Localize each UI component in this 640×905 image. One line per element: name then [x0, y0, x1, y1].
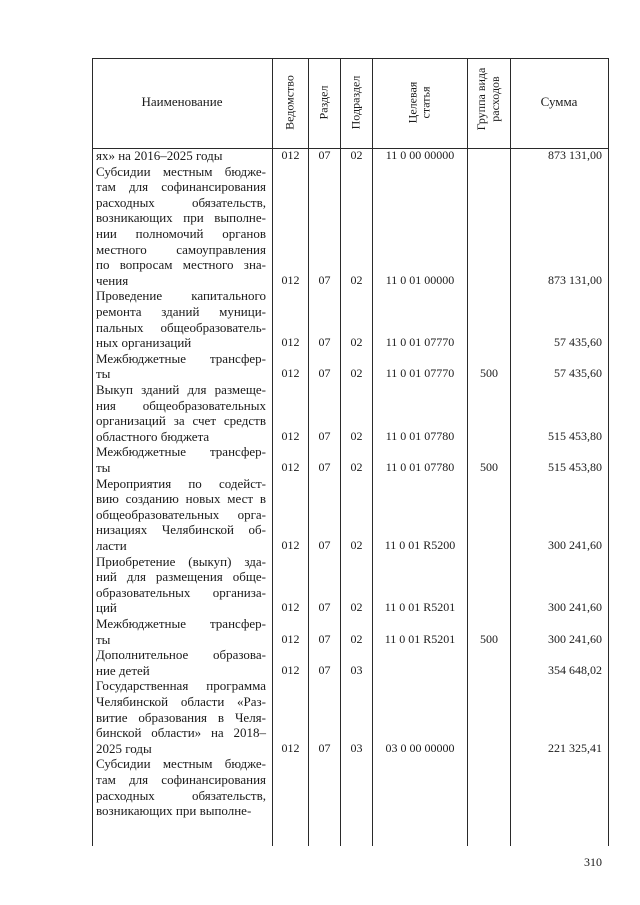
row-description	[96, 351, 266, 382]
col-divider-5	[467, 58, 468, 846]
row-description-line: расходных обязательств,	[96, 194, 266, 210]
row-description	[96, 616, 266, 647]
row-description-line: Приобретение (выкуп) зда-	[96, 553, 266, 569]
col-divider-1	[272, 58, 273, 846]
row-description	[96, 164, 266, 289]
row-description	[96, 647, 266, 678]
row-description-line: ний для размещения обще-	[96, 569, 266, 585]
cell-razdel: 07	[318, 460, 331, 474]
cell-podrazdel: 02	[350, 600, 363, 615]
page-number: 310	[584, 855, 602, 869]
cell-razdel: 07	[318, 740, 331, 755]
row-description-line: 2025 годы	[96, 740, 152, 756]
row-description	[96, 756, 266, 818]
row-description-line: там для софинансирования	[96, 771, 266, 787]
cell-vedomstvo: 012	[281, 631, 300, 646]
row-description-line: чения	[96, 272, 129, 288]
cell-summa: 300 241,60	[548, 538, 602, 552]
cell-celevaya: 11 0 01 R5201	[384, 631, 456, 646]
row-description-line: пальных общеобразователь-	[96, 319, 266, 335]
row-description	[96, 554, 266, 616]
row-description-line: организаций за счет средств	[96, 413, 266, 429]
cell-vedomstvo: 012	[281, 538, 300, 552]
row-description-line: Государственная программа	[96, 678, 266, 694]
cell-vedomstvo: 012	[281, 662, 300, 677]
row-description-line: Проведение капитального	[96, 288, 266, 304]
cell-razdel: 07	[318, 600, 331, 615]
row-description-line: областного бюджета	[96, 428, 210, 444]
header-gruppa: Группа вида расходов	[474, 67, 502, 131]
row-description-line: витие образования в Челя-	[96, 709, 266, 725]
row-description-line: Субсидии местным бюдже-	[96, 163, 266, 179]
cell-celevaya: 11 0 01 00000	[385, 272, 455, 287]
cell-podrazdel: 03	[350, 662, 363, 677]
cell-vedomstvo: 012	[281, 600, 300, 615]
cell-celevaya: 11 0 01 07770	[385, 335, 455, 350]
cell-podrazdel: 02	[350, 460, 363, 474]
cell-celevaya: 11 0 01 R5200	[384, 538, 456, 552]
row-description-line: расходных обязательств,	[96, 787, 266, 803]
header-summa: Сумма	[540, 94, 578, 109]
cell-gruppa: 500	[480, 460, 498, 474]
header-razdel: Раздел	[316, 85, 331, 120]
row-description-line: по вопросам местного зна-	[96, 257, 266, 273]
cell-celevaya: 11 0 01 07780	[385, 428, 455, 443]
row-description-line: возникающих при выполне-	[96, 210, 266, 226]
row-description-line: ласти	[96, 537, 127, 553]
row-description-line: низациях Челябинской об-	[96, 522, 266, 538]
row-description-line: бинской области» на 2018–	[96, 725, 266, 741]
cell-summa: 354 648,02	[548, 662, 602, 677]
row-description-line: местного самоуправления	[96, 241, 266, 257]
row-description-line: Выкуп зданий для размеще-	[96, 382, 266, 397]
header-celevaya: Целевая статья	[405, 81, 433, 124]
cell-razdel: 07	[318, 148, 331, 162]
col-divider-3	[340, 58, 341, 846]
row-description-line: ных организаций	[96, 335, 192, 351]
cell-summa: 57 435,60	[554, 366, 602, 381]
row-description-line: ремонта зданий муници-	[96, 303, 266, 319]
cell-summa: 57 435,60	[554, 335, 602, 350]
cell-podrazdel: 02	[350, 366, 363, 381]
row-description-line: Дополнительное образова-	[96, 647, 266, 663]
cell-celevaya: 11 0 00 00000	[385, 148, 455, 162]
row-description-line: вию созданию новых мест в	[96, 491, 266, 507]
row-description-line: ты	[96, 366, 111, 382]
cell-celevaya: 11 0 01 07770	[385, 366, 455, 381]
table-top-border	[92, 58, 609, 59]
cell-summa: 221 325,41	[548, 740, 602, 755]
row-description	[96, 476, 266, 554]
cell-vedomstvo: 012	[281, 272, 300, 287]
row-description-line: Межбюджетные трансфер-	[96, 444, 266, 460]
cell-vedomstvo: 012	[281, 428, 300, 443]
row-description-line: ния общеобразовательных	[96, 397, 266, 413]
row-description	[96, 678, 266, 756]
cell-vedomstvo: 012	[281, 366, 300, 381]
row-description-line: Субсидии местным бюдже-	[96, 756, 266, 772]
row-description-line: нии полномочий органов	[96, 225, 266, 241]
cell-podrazdel: 02	[350, 538, 363, 552]
cell-summa: 515 453,80	[548, 428, 602, 443]
cell-summa: 873 131,00	[548, 148, 602, 162]
row-description-line: ние детей	[96, 662, 150, 678]
cell-razdel: 07	[318, 272, 331, 287]
cell-podrazdel: 02	[350, 272, 363, 287]
header-podrazdel: Подраздел	[348, 75, 363, 130]
row-description	[96, 382, 266, 444]
cell-podrazdel: 02	[350, 428, 363, 443]
row-description-line: образовательных организа-	[96, 584, 266, 600]
row-description	[96, 444, 266, 475]
row-description-line: ты	[96, 459, 111, 475]
row-description-line: там для софинансирования	[96, 179, 266, 195]
col-divider-2	[308, 58, 309, 846]
cell-gruppa: 500	[480, 366, 498, 381]
cell-celevaya: 03 0 00 00000	[385, 740, 455, 755]
row-description	[96, 288, 266, 350]
row-description	[96, 148, 266, 164]
cell-podrazdel: 02	[350, 335, 363, 350]
cell-razdel: 07	[318, 538, 331, 552]
cell-vedomstvo: 012	[281, 148, 300, 162]
cell-celevaya: 11 0 01 07780	[385, 460, 455, 474]
cell-vedomstvo: 012	[281, 335, 300, 350]
cell-vedomstvo: 012	[281, 740, 300, 755]
cell-summa: 515 453,80	[548, 460, 602, 474]
cell-razdel: 07	[318, 335, 331, 350]
cell-razdel: 07	[318, 428, 331, 443]
cell-razdel: 07	[318, 366, 331, 381]
col-divider-6	[510, 58, 511, 846]
row-description-line: Межбюджетные трансфер-	[96, 350, 266, 366]
row-description-line: ты	[96, 631, 111, 647]
cell-podrazdel: 02	[350, 148, 363, 162]
cell-podrazdel: 03	[350, 740, 363, 755]
header-name: Наименование	[141, 94, 223, 109]
col-divider-4	[372, 58, 373, 846]
row-description-line: ций	[96, 600, 117, 616]
row-description-line: Челябинской области «Раз-	[96, 693, 266, 709]
row-description-line: возникающих при выполне-	[96, 803, 252, 819]
row-description-line: Мероприятия по содейст-	[96, 475, 266, 491]
cell-razdel: 07	[318, 662, 331, 677]
row-description-line: общеобразовательных орга-	[96, 506, 266, 522]
cell-summa: 300 241,60	[548, 631, 602, 646]
header-vedomstvo: Ведомство	[282, 75, 297, 130]
cell-gruppa: 500	[480, 631, 498, 646]
table-left-border	[92, 58, 93, 846]
row-description-line: Межбюджетные трансфер-	[96, 616, 266, 631]
cell-podrazdel: 02	[350, 631, 363, 646]
cell-summa: 873 131,00	[548, 272, 602, 287]
cell-summa: 300 241,60	[548, 600, 602, 615]
cell-razdel: 07	[318, 631, 331, 646]
cell-vedomstvo: 012	[281, 460, 300, 474]
cell-celevaya: 11 0 01 R5201	[384, 600, 456, 615]
row-description-line: ях» на 2016–2025 годы	[96, 148, 223, 163]
table-right-border	[608, 58, 609, 846]
